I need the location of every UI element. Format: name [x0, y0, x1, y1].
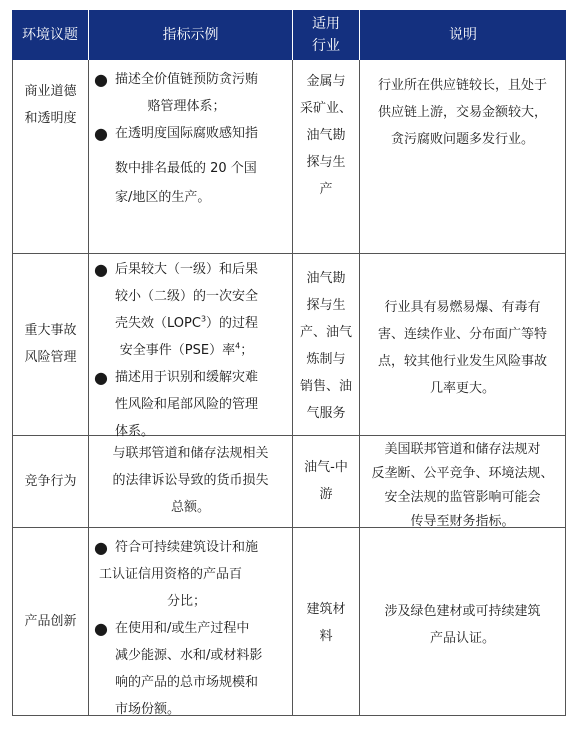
- row2-description-line: 害、连续作业、分布面广等特: [377, 327, 547, 342]
- row2-description-line: 点，较其他行业发生风险事故: [377, 354, 547, 369]
- row1-bullet1-line: 赂管理体系；: [147, 99, 226, 114]
- row2-industry: [293, 265, 359, 427]
- row3-description-line: 反垄断、公平竞争、环境法规、: [371, 466, 554, 481]
- row4-description-line: 产品认证。: [429, 631, 495, 646]
- header-description-label: 说明: [449, 27, 477, 43]
- row2-topic: [13, 317, 88, 371]
- row1-industry-line: 油气勘: [306, 128, 346, 143]
- row1-bullet1-line: 描述全价值链预防贪污贿: [115, 72, 259, 87]
- row4-indicators: [89, 534, 292, 723]
- row2-bullet1-line: 较小（二级）的一次安全: [115, 289, 259, 304]
- header-industry-line2: 行业: [312, 38, 340, 54]
- row2-bullet1: [89, 256, 284, 364]
- footnote-ref: 3: [200, 314, 207, 324]
- row1-bullet2: [89, 120, 284, 211]
- header-description: [360, 10, 566, 60]
- issues-table: [12, 10, 566, 716]
- row1-bullet2-line: 家/地区的生产。: [115, 190, 211, 205]
- row2-industry-line: 炼制与: [306, 352, 346, 367]
- lopc-text: 壳失效（LOPC: [115, 316, 201, 331]
- row3-indicator-line: 的法律诉讼导致的货币损失: [112, 473, 269, 488]
- row2-bullet2-line: 体系。: [115, 424, 155, 439]
- bullet-icon: ●: [94, 538, 108, 557]
- header-topic: [12, 10, 88, 60]
- row3-description: [360, 436, 565, 527]
- row4-topic: [13, 528, 88, 715]
- row2-bullet1-line: [115, 310, 284, 337]
- grid-line: [12, 253, 566, 254]
- row1-industry-line: 产: [319, 182, 333, 197]
- row3-description-line: 美国联邦管道和储存法规对: [384, 442, 541, 457]
- row1-topic-line: 商业道德: [24, 84, 77, 99]
- row3-industry-line: 油气-中: [304, 460, 348, 475]
- row4-bullet1-line: 工认证信用资格的产品百: [99, 567, 243, 582]
- pse-text-tail: ；: [240, 343, 254, 358]
- row1-industry-line: 金属与: [306, 74, 346, 89]
- row4-industry-line: 建筑材: [306, 602, 346, 617]
- header-indicator: [89, 10, 292, 60]
- row1-description-line: 供应链上游，交易金额较大，: [377, 105, 547, 120]
- row4-description-line: 涉及绿色建材或可持续建筑: [384, 604, 541, 619]
- row1-industry-line: 采矿业、: [299, 101, 352, 116]
- row2-industry-line: 产、油气: [299, 325, 352, 340]
- row2-bullet2: [89, 364, 284, 445]
- row4-bullet1-line: 分比；: [166, 594, 206, 609]
- row2-description-line: 几率更大。: [429, 381, 495, 396]
- row3-topic-label: 竞争行为: [24, 474, 77, 489]
- row3-topic: [13, 436, 88, 527]
- grid-line: [565, 60, 566, 716]
- row1-bullet1: [89, 66, 284, 120]
- row4-bullet2-line: 响的产品的总市场规模和: [115, 675, 259, 690]
- row2-industry-line: 销售、油: [299, 379, 352, 394]
- row2-bullet2-line: 描述用于识别和缓解灾难: [115, 370, 259, 385]
- row3-description-line: 安全法规的监管影响可能会: [384, 490, 541, 505]
- row3-indicators: [89, 440, 292, 521]
- lopc-text-tail: ）的过程: [206, 316, 259, 331]
- row3-industry: [293, 454, 359, 508]
- bullet-icon: ●: [94, 70, 108, 89]
- row4-bullet1-line: 符合可持续建筑设计和施: [115, 540, 259, 555]
- bullet-icon: ●: [94, 124, 108, 143]
- row2-topic-line: 风险管理: [24, 350, 77, 365]
- grid-line: [12, 527, 566, 528]
- row1-industry-line: 探与生: [306, 155, 346, 170]
- row2-industry-line: 油气勘: [306, 271, 346, 286]
- row1-description: [360, 72, 565, 153]
- row1-bullet2-line: 在透明度国际腐败感知指: [115, 126, 259, 141]
- footnote-ref: 4: [235, 341, 241, 351]
- row4-bullet2-line: 减少能源、水和/或材料影: [115, 648, 263, 663]
- row4-industry: [293, 596, 359, 650]
- row3-description-line: 传导至财务指标。: [410, 514, 515, 527]
- row1-topic: [13, 78, 88, 132]
- row2-topic-line: 重大事故: [24, 323, 77, 338]
- row4-bullet2-line: 市场份额。: [115, 702, 181, 717]
- row1-indicators: [89, 66, 292, 211]
- row2-indicators: [89, 256, 292, 445]
- row4-bullet1: [89, 534, 284, 615]
- row3-indicator-line: 总额。: [170, 500, 210, 515]
- row2-industry-line: 探与生: [306, 298, 346, 313]
- bullet-icon: ●: [94, 619, 108, 638]
- row2-description: [360, 294, 565, 402]
- header-industry-line1: 适用: [312, 16, 340, 32]
- bullet-icon: ●: [94, 260, 108, 279]
- row3-indicator-line: 与联邦管道和储存法规相关: [112, 446, 269, 461]
- row4-topic-label: 产品创新: [24, 614, 77, 629]
- row2-bullet1-line: [89, 337, 284, 364]
- row2-bullet1-line: 后果较大（一级）和后果: [115, 262, 259, 277]
- row4-description: [360, 598, 565, 652]
- row3-industry-line: 游: [319, 487, 333, 502]
- row1-description-line: 贪污腐败问题多发行业。: [390, 132, 534, 147]
- bullet-icon: ●: [94, 368, 108, 387]
- row4-bullet2-line: 在使用和/或生产过程中: [115, 621, 250, 636]
- header-indicator-label: 指标示例: [162, 27, 219, 43]
- row4-industry-line: 料: [319, 629, 333, 644]
- row2-industry-line: 气服务: [306, 406, 346, 421]
- row1-industry: [293, 68, 359, 203]
- row1-bullet2-line: 数中排名最低的 20 个国: [115, 161, 257, 176]
- header-industry: [293, 10, 359, 60]
- pse-text: 安全事件（PSE）率: [119, 343, 236, 358]
- row2-description-line: 行业具有易燃易爆、有毒有: [384, 300, 541, 315]
- row2-bullet2-line: 性风险和尾部风险的管理: [115, 397, 259, 412]
- row1-description-line: 行业所在供应链较长，且处于: [377, 78, 547, 93]
- header-topic-label: 环境议题: [22, 27, 78, 43]
- row1-topic-line: 和透明度: [24, 111, 77, 126]
- row4-bullet2: [89, 615, 284, 723]
